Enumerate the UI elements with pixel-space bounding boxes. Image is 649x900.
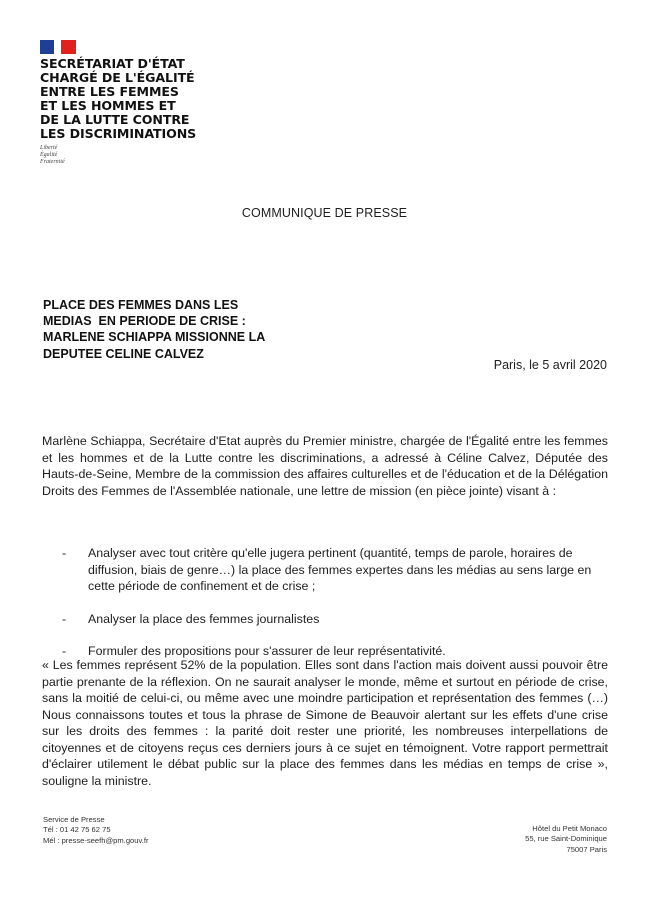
motto-line: Égalité <box>40 152 58 158</box>
ministry-line: LES DISCRIMINATIONS <box>40 126 197 141</box>
minister-quote-paragraph: « Les femmes représent 52% de la population. Elles sont dans l'action mais doivent aussi pouvoir être partie prenante de la réflexion. On ne saurait analyser le monde, même et surtout en période de crise, sans la moitié de celui-ci, ou même avec une moindre participation et représentation des femmes (…) Nous connaissons toutes et tous la phrase de Simone de Beauvoir alertant sur les effets d'une crise sur les droits des femmes : la parité doit rester une priorité, les nombreuses interpellations de citoyennes et de citoyens reçus ces derniers jours à ce sujet en témoignent. Votre rapport permettrait d'éclairer utilement le débat public sur la place des femmes dans les médias en temps de crise », souligne la ministre. <box>42 658 608 788</box>
french-flag-icon <box>40 40 76 54</box>
motto-line: Liberté <box>40 145 58 151</box>
headline-line: MEDIAS EN PERIODE DE CRISE : <box>43 314 246 329</box>
ministry-line: ENTRE LES FEMMES <box>40 84 179 99</box>
ministry-logo <box>40 40 196 166</box>
flag-white-stripe <box>54 40 61 54</box>
ministry-name <box>40 57 196 141</box>
list-item <box>62 545 608 595</box>
dash-bullet-icon: - <box>62 546 67 560</box>
list-item-text: Analyser avec tout critère qu'elle jugera pertinent (quantité, temps de parole, horaires de diffusion, biais de genre…) la place des femmes expertes dans les médias au sens large en cette période de confinement et de crise ; <box>88 546 592 593</box>
press-service-label: Service de Presse <box>43 815 105 824</box>
intro-paragraph: Marlène Schiappa, Secrétaire d'Etat auprès du Premier ministre, chargée de l'Égalité entre les femmes et les hommes et de la Lutte contre les discriminations, a adressé à Céline Calvez, Députée des Hauts-de-Seine, Membre de la commission des affaires culturelles et de l'éducation et de la Délégation Droits des Femmes de l'Assemblée nationale, une lettre de mission (en pièce jointe) visant à : <box>42 434 608 498</box>
list-item <box>62 611 608 628</box>
dash-bullet-icon: - <box>62 611 67 626</box>
headline-line: MARLENE SCHIAPPA MISSIONNE LA <box>43 330 266 345</box>
mission-objectives-list <box>62 545 608 676</box>
ministry-line: ET LES HOMMES ET <box>40 98 176 113</box>
press-email: Mél : presse-seefh@pm.gouv.fr <box>43 835 149 845</box>
address-city: 75007 Paris <box>566 844 607 854</box>
ministry-line: SECRÉTARIAT D'ÉTAT <box>40 56 185 71</box>
list-item-text: Formuler des propositions pour s'assurer de leur représentativité. <box>88 644 446 658</box>
dateline: Paris, le 5 avril 2020 <box>493 358 607 372</box>
dash-bullet-icon: - <box>62 644 67 658</box>
flag-blue-stripe <box>40 40 54 54</box>
republic-motto <box>40 145 196 166</box>
address-street: 55, rue Saint-Dominique <box>525 834 607 844</box>
ministry-line: CHARGÉ DE L'ÉGALITÉ <box>40 70 195 85</box>
address-building: Hôtel du Petit Monaco <box>532 824 607 833</box>
press-release-headline <box>43 297 265 362</box>
flag-red-stripe <box>61 40 76 54</box>
document-type-title: COMMUNIQUE DE PRESSE <box>241 206 408 220</box>
office-address <box>525 824 607 855</box>
headline-line: DEPUTEE CELINE CALVEZ <box>43 346 204 361</box>
motto-line: Fraternité <box>40 159 65 165</box>
press-contact <box>43 815 148 846</box>
headline-line: PLACE DES FEMMES DANS LES <box>43 298 239 312</box>
ministry-line: DE LA LUTTE CONTRE <box>40 112 190 127</box>
list-item-text: Analyser la place des femmes journalistes <box>88 611 320 626</box>
press-phone: Tél : 01 42 75 62 75 <box>43 825 111 835</box>
